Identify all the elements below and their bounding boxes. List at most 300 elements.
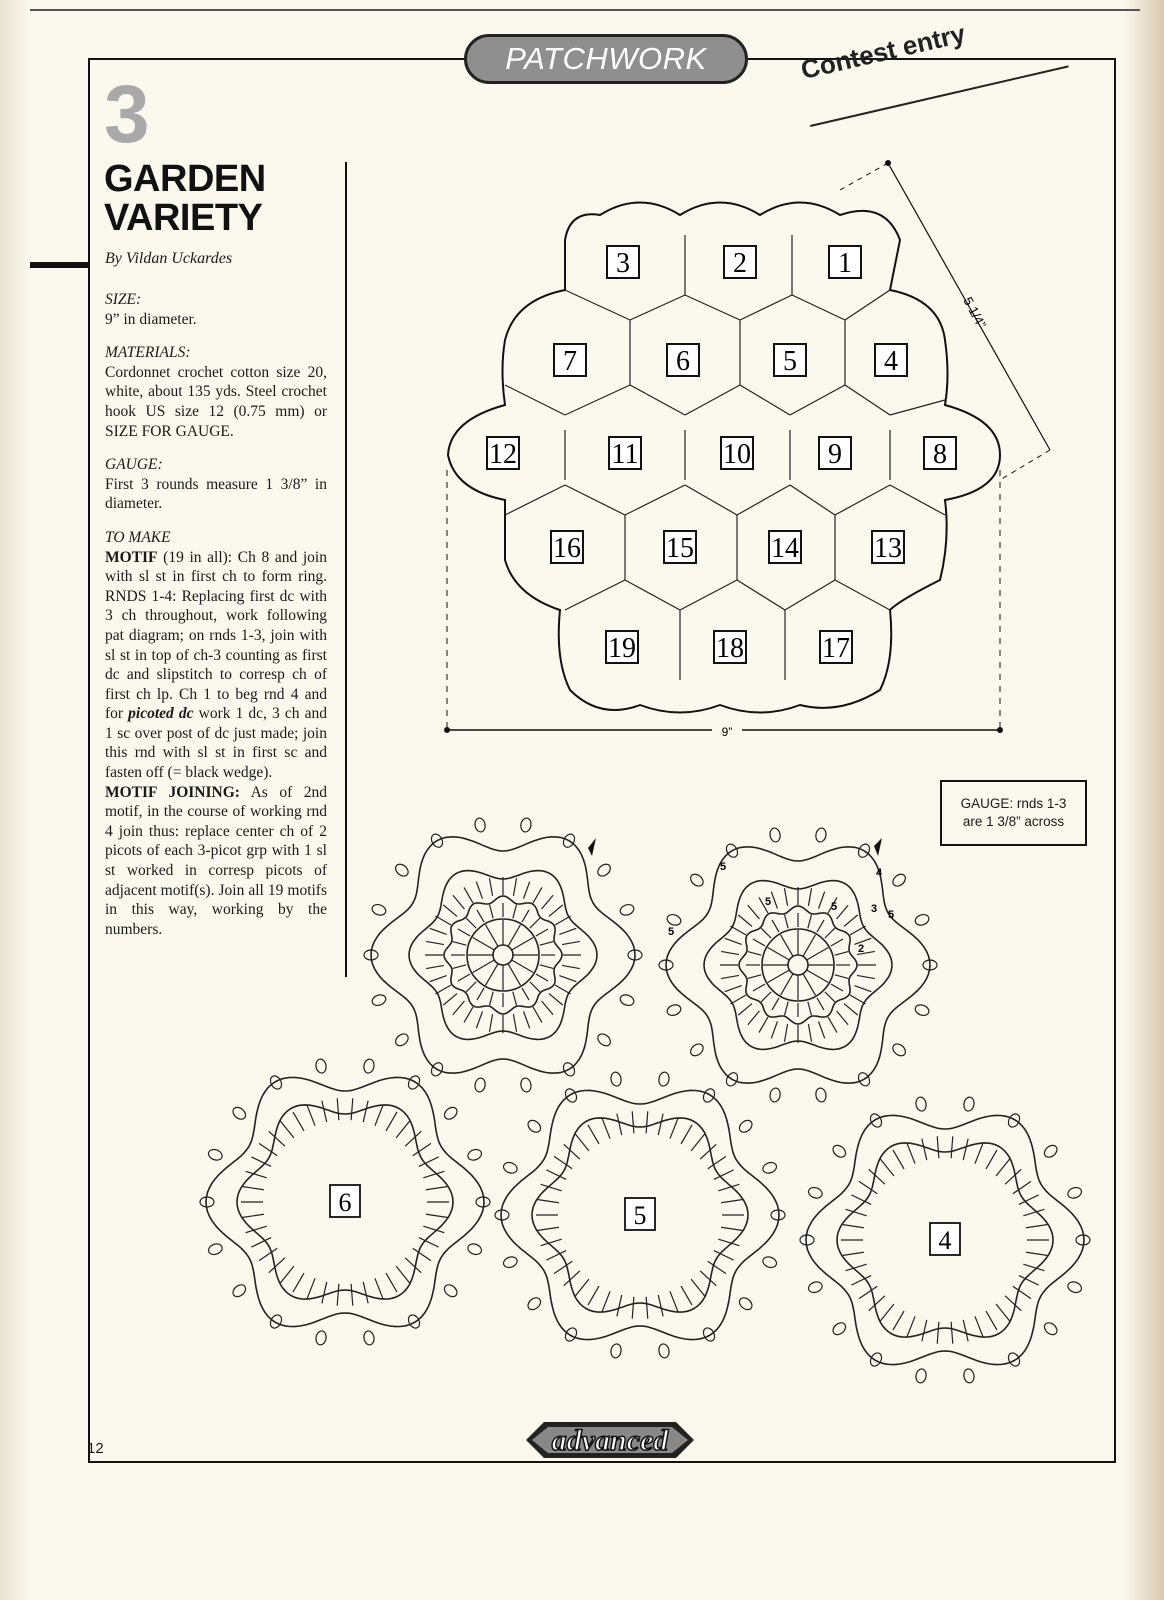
- stitch-post: [681, 1286, 692, 1305]
- dimension-guide: [1000, 450, 1050, 480]
- motif-number-box: [819, 437, 851, 470]
- stitch-post: [768, 970, 790, 983]
- stitch-post: [721, 951, 739, 954]
- round-number: 5: [831, 901, 838, 913]
- stitch-post: [658, 1114, 663, 1135]
- gauge-note-box: [940, 780, 1087, 846]
- stitch-post: [549, 994, 563, 1006]
- stitch-post: [540, 942, 554, 946]
- stitch-post: [646, 1297, 648, 1319]
- motif-number: 1: [838, 248, 852, 279]
- picot: [769, 1087, 781, 1103]
- stitch-post: [831, 984, 843, 991]
- stitch-post: [540, 965, 554, 969]
- stitch-post: [293, 1112, 304, 1131]
- motif-number: 15: [666, 533, 694, 564]
- stitch-post: [259, 1248, 277, 1260]
- stitch-post: [477, 910, 484, 922]
- stitch-post: [554, 1261, 572, 1273]
- picot: [963, 1368, 975, 1384]
- motif-seam: [790, 485, 835, 515]
- stitch-post: [617, 1114, 622, 1135]
- stitch-post: [691, 1134, 705, 1151]
- motif-number-box: [664, 531, 696, 564]
- motif-number-box: [872, 531, 904, 564]
- stitch-post: [803, 935, 816, 957]
- motif-number-box: [924, 437, 956, 470]
- stitch-post: [575, 1134, 589, 1151]
- stitch-post: [700, 1144, 716, 1159]
- motif-number-box: [667, 344, 699, 377]
- picot: [831, 1143, 848, 1160]
- stitch-post: [784, 1024, 787, 1042]
- picot: [666, 1003, 683, 1017]
- motif-number-box: [554, 344, 586, 377]
- picot: [914, 1003, 931, 1017]
- stitch-post: [363, 1282, 368, 1303]
- stitch-post: [819, 1021, 825, 1038]
- start-marker: [588, 838, 596, 856]
- picot: [502, 1255, 519, 1269]
- motif-seam: [790, 385, 845, 415]
- stitch-post: [817, 920, 824, 932]
- motif-seam: [740, 295, 792, 320]
- stitch-post: [549, 905, 563, 917]
- picot: [363, 1058, 375, 1074]
- picot: [688, 872, 705, 889]
- stitch-post: [524, 882, 530, 899]
- picot: [1006, 1351, 1022, 1368]
- stitch-post: [700, 1271, 716, 1286]
- width-dimension-label: 9”: [721, 725, 733, 739]
- stitch-post: [803, 974, 816, 996]
- picot: [737, 1118, 754, 1135]
- motif-number-box: [724, 246, 756, 279]
- stitch-post: [1026, 1252, 1048, 1255]
- stitch-post: [396, 1266, 410, 1283]
- picot: [1066, 1186, 1083, 1200]
- stitch-post: [280, 1266, 294, 1283]
- stitch-post: [781, 935, 794, 957]
- stitch-post: [269, 1131, 285, 1146]
- motif-seam: [845, 290, 890, 320]
- picot: [315, 1330, 327, 1346]
- stitch-post: [508, 925, 521, 947]
- stitch-post: [426, 1214, 448, 1217]
- picot: [371, 903, 388, 917]
- motif-number-box: [487, 437, 519, 470]
- stitch-post: [753, 939, 765, 946]
- motif-seam: [625, 485, 685, 515]
- stitch-post: [785, 915, 789, 929]
- stitch-post: [453, 942, 467, 946]
- motif-number: 5: [783, 346, 797, 377]
- stitch-post: [907, 1143, 915, 1163]
- stitch-post: [530, 982, 540, 992]
- motif-number: 2: [733, 248, 747, 279]
- stitch-post: [986, 1311, 997, 1330]
- picot: [442, 1105, 459, 1122]
- stitch-post: [859, 1286, 877, 1298]
- stitch-post: [784, 888, 787, 906]
- stitch-post: [658, 1295, 663, 1316]
- picot: [1042, 1143, 1059, 1160]
- stitch-post: [844, 1004, 858, 1016]
- skill-level: advanced: [551, 1424, 669, 1457]
- picot: [619, 903, 636, 917]
- picoted-dc: picoted dc: [128, 705, 194, 723]
- stitch-post: [564, 1144, 580, 1159]
- stitch-post: [533, 1007, 542, 1023]
- stitch-post: [725, 986, 742, 992]
- stitch-post: [869, 1296, 885, 1311]
- picot: [207, 1242, 224, 1256]
- motif-seam: [890, 400, 945, 415]
- picot: [737, 1295, 754, 1312]
- stitch-post: [828, 1017, 837, 1033]
- stitch-post: [617, 1295, 622, 1316]
- motif-seam: [630, 385, 685, 415]
- stitch-post: [738, 915, 752, 927]
- stitch-post: [691, 1279, 705, 1296]
- picot: [231, 1105, 248, 1122]
- picot: [526, 1118, 543, 1135]
- stitch-post: [646, 1111, 648, 1133]
- motif-number-box: [714, 631, 746, 664]
- motif-seam: [785, 580, 835, 610]
- stitch-post: [477, 988, 484, 1000]
- stitch-post: [807, 970, 829, 983]
- to-make-heading: TO MAKE: [105, 528, 171, 546]
- motif-seam: [685, 295, 740, 320]
- stitch-post: [513, 878, 516, 896]
- stitch-post: [405, 1131, 421, 1146]
- stitch-post: [588, 1125, 599, 1144]
- stitch-post: [670, 1291, 678, 1311]
- motif-number-box: [606, 631, 638, 664]
- motif-label: 4: [938, 1226, 952, 1255]
- round-number: 5: [720, 861, 727, 873]
- center-ring: [493, 945, 513, 965]
- picot: [807, 1186, 824, 1200]
- stitch-post: [854, 986, 871, 992]
- motif-number: 12: [489, 439, 517, 470]
- gauge-note-line-1: GAUGE: rnds 1-3: [960, 796, 1067, 811]
- motif-seam: [685, 385, 740, 415]
- motif-seam: [565, 290, 630, 320]
- stitch-post: [817, 998, 824, 1010]
- stitch-post: [242, 1186, 264, 1189]
- stitch-post: [808, 1002, 812, 1016]
- stitch-post: [280, 1121, 294, 1138]
- stitch-post: [396, 1121, 410, 1138]
- stitch-post: [508, 964, 521, 986]
- stitch-post: [588, 1286, 599, 1305]
- stitch-post: [443, 994, 457, 1006]
- stitch-post: [753, 984, 765, 991]
- picot: [393, 1032, 410, 1049]
- picot: [563, 1087, 579, 1104]
- motif-number: 17: [822, 633, 850, 664]
- motif-number-box: [774, 344, 806, 377]
- motif-label: MOTIF: [105, 548, 158, 566]
- stitch-post: [464, 1007, 473, 1023]
- stitch-post: [375, 1278, 383, 1298]
- picot: [466, 1242, 483, 1256]
- motif-number: 7: [563, 346, 577, 377]
- picot: [915, 1368, 927, 1384]
- stitch-post: [708, 1156, 726, 1168]
- stitch-post: [386, 1273, 397, 1292]
- stitch-post: [337, 1098, 339, 1120]
- round-number: 5: [668, 926, 675, 938]
- stitch-post: [542, 1001, 554, 1015]
- stitch-post: [808, 1024, 811, 1042]
- picot: [406, 1313, 422, 1330]
- picot: [502, 1161, 519, 1175]
- stitch-post: [857, 975, 875, 978]
- motif-number: 16: [553, 533, 581, 564]
- motif-number: 8: [933, 439, 947, 470]
- stitch-post: [859, 1181, 877, 1193]
- stitch-diagram: [200, 817, 1090, 1383]
- stitch-post: [963, 1320, 968, 1341]
- picot: [807, 1280, 824, 1294]
- stitch-post: [808, 915, 812, 929]
- motif-text-2: work 1 dc, 3 ch and 1 sc over post of dc just made; join this rnd with sl st in first sc and fasten off (= black wedge).: [105, 705, 327, 782]
- stitch-post: [322, 1101, 327, 1122]
- stitch-post: [761, 928, 771, 938]
- picot: [610, 1343, 622, 1359]
- stitch-post: [759, 1017, 768, 1033]
- picot: [596, 862, 613, 879]
- section-title: PATCHWORK: [505, 41, 707, 76]
- stitch-post: [307, 1105, 315, 1125]
- motif-seam: [565, 580, 625, 610]
- motif-number-box: [769, 531, 801, 564]
- size-heading: SIZE:: [105, 291, 142, 308]
- stitch-post: [844, 915, 858, 927]
- joined-motif: [495, 1071, 785, 1358]
- stitch-post: [473, 938, 495, 951]
- motif-number-box: [721, 437, 753, 470]
- stitch-post: [819, 892, 825, 909]
- stitch-post: [893, 1150, 904, 1169]
- picot: [610, 1071, 622, 1087]
- stitch-post: [426, 941, 444, 944]
- stitch-post: [880, 1304, 894, 1321]
- stitch-post: [807, 948, 829, 961]
- stitch-post: [772, 920, 779, 932]
- title-line-2: VARIETY: [104, 197, 263, 239]
- materials-heading: MATERIALS:: [105, 344, 191, 362]
- picot: [520, 817, 532, 833]
- stitch-post: [537, 1199, 559, 1202]
- stitch-post: [337, 1284, 339, 1306]
- motif-seam: [845, 385, 890, 415]
- motif-number: 4: [884, 346, 898, 377]
- motif-seam: [685, 485, 737, 515]
- picot: [868, 1112, 884, 1129]
- stitch-post: [413, 1143, 431, 1155]
- stitch-post: [632, 1297, 634, 1319]
- picot: [474, 1077, 486, 1093]
- motif-count: (19 in all):: [157, 548, 233, 566]
- picot: [915, 1096, 927, 1112]
- stitch-post: [533, 887, 542, 903]
- pattern-number: 3: [104, 69, 150, 160]
- stitch-post: [513, 992, 517, 1006]
- size-text: 9” in diameter.: [105, 310, 197, 328]
- round-number: 3: [871, 903, 878, 915]
- stitch-post: [351, 1284, 353, 1306]
- stitch-post: [458, 929, 470, 936]
- stitch-post: [893, 1311, 904, 1330]
- motif-seam: [505, 385, 565, 415]
- motif-seam: [835, 485, 890, 515]
- stitch-post: [430, 928, 447, 934]
- motif-number-box: [609, 437, 641, 470]
- picot: [363, 1330, 375, 1346]
- picot: [315, 1058, 327, 1074]
- stitch-post: [835, 952, 849, 956]
- assembly-diagram: [444, 160, 1050, 739]
- picot: [231, 1282, 248, 1299]
- picot: [658, 1071, 670, 1087]
- stitch-post: [1005, 1296, 1021, 1311]
- picot: [563, 1326, 579, 1343]
- stitch-post: [880, 1159, 894, 1176]
- motif-seam: [740, 385, 790, 415]
- motif-seam: [680, 580, 737, 610]
- stitch-post: [489, 878, 492, 896]
- stitch-post: [464, 887, 473, 903]
- picot: [1066, 1280, 1083, 1294]
- byline: By Vildan Uckardes: [105, 250, 233, 267]
- joining-text: As of 2nd motif, in the course of working rnd 4 join thus: replace center ch of 2 picots of each 3-picot grp with 1 sl st worked in corresp picots of adjacent motif(s). Join all 19 motifs in this way, working by the numbers.: [105, 783, 327, 938]
- stitch-post: [476, 882, 482, 899]
- motif-label: 5: [633, 1201, 647, 1230]
- motif-number: 18: [716, 633, 744, 664]
- stitch-post: [562, 965, 580, 968]
- stitch-post: [466, 918, 476, 928]
- stitch-post: [322, 1282, 327, 1303]
- stitch-post: [512, 960, 534, 973]
- motif-number: 14: [771, 533, 799, 564]
- stitch-post: [522, 988, 529, 1000]
- motif-number: 10: [723, 439, 751, 470]
- gauge-note-line-2: are 1 3/8” across: [962, 814, 1065, 829]
- motif-seam: [890, 485, 945, 515]
- stitch-post: [825, 928, 835, 938]
- stitch-post: [1013, 1181, 1031, 1193]
- stitch-post: [842, 1224, 864, 1227]
- stitch-post: [748, 1011, 760, 1025]
- stitch-post: [466, 982, 476, 992]
- stitch-post: [293, 1273, 304, 1292]
- stitch-post: [486, 925, 499, 947]
- picot: [891, 872, 908, 889]
- motif-seam: [565, 385, 630, 415]
- picot: [619, 993, 636, 1007]
- stitch-post: [430, 976, 447, 982]
- stitch-post: [458, 974, 470, 981]
- stitch-post: [831, 939, 843, 946]
- picot: [761, 1255, 778, 1269]
- picot: [701, 1326, 717, 1343]
- stitch-post: [761, 992, 771, 1002]
- stitch-post: [748, 905, 760, 919]
- picot: [666, 913, 683, 927]
- stitch-post: [937, 1136, 939, 1158]
- stitch-post: [708, 1261, 726, 1273]
- stitch-post: [951, 1136, 953, 1158]
- motif-number: 13: [874, 533, 902, 564]
- stitch-post: [772, 998, 779, 1010]
- round-outline: [666, 847, 930, 1083]
- picot: [371, 993, 388, 1007]
- stitch-post: [559, 976, 576, 982]
- picot: [688, 1042, 705, 1059]
- stitch-post: [405, 1258, 421, 1273]
- picot: [474, 817, 486, 833]
- page-number: 12: [87, 1440, 104, 1457]
- stitch-post: [453, 1001, 465, 1015]
- picot: [268, 1313, 284, 1330]
- stitch-post: [513, 1014, 516, 1032]
- stitch-post: [922, 1320, 927, 1341]
- stitch-post: [922, 1139, 927, 1160]
- stitch-post: [721, 1227, 743, 1230]
- motif-label: 6: [338, 1188, 352, 1217]
- picot: [769, 827, 781, 843]
- stitch-post: [670, 1118, 678, 1138]
- stitch-post: [363, 1101, 368, 1122]
- picot: [658, 1343, 670, 1359]
- contest-label: Contest entry: [798, 18, 969, 86]
- stitch-post: [632, 1111, 634, 1133]
- stitch-post: [986, 1150, 997, 1169]
- motif-text-1: Ch 8 and join with sl st in first ch to form ring. RNDS 1-4: Replacing first dc with 3 ch throughout, work following pat diagram; on rnds 1-3, join with sl st in top of ch-3 counting as first dc and slipstitch to corresp ch of first ch lp. Ch 1 to beg rnd 4 and for: [105, 548, 327, 723]
- stitch-post: [835, 975, 849, 979]
- stitch-post: [996, 1304, 1010, 1321]
- dimension-guide: [840, 163, 888, 190]
- picot: [393, 862, 410, 879]
- picot: [596, 1032, 613, 1049]
- center-ring: [788, 955, 808, 975]
- stitch-post: [564, 1271, 580, 1286]
- stitch-post: [785, 1002, 789, 1016]
- stitch-post: [837, 905, 849, 919]
- stitch-post: [1013, 1286, 1031, 1298]
- picot: [442, 1282, 459, 1299]
- picot: [466, 1148, 483, 1162]
- round-number: 4: [876, 867, 883, 879]
- stitch-post: [771, 1021, 777, 1038]
- picot: [1042, 1320, 1059, 1337]
- motif-number-box: [820, 631, 852, 664]
- start-marker: [874, 838, 882, 856]
- stitch-post: [771, 892, 777, 909]
- stitch-post: [413, 1248, 431, 1260]
- motif-seam: [737, 485, 790, 515]
- stitch-post: [259, 1143, 277, 1155]
- motif-number-box: [829, 246, 861, 279]
- stitch-post: [1005, 1169, 1021, 1184]
- stitch-post: [602, 1291, 610, 1311]
- motif-number: 19: [608, 633, 636, 664]
- picot: [406, 1074, 422, 1091]
